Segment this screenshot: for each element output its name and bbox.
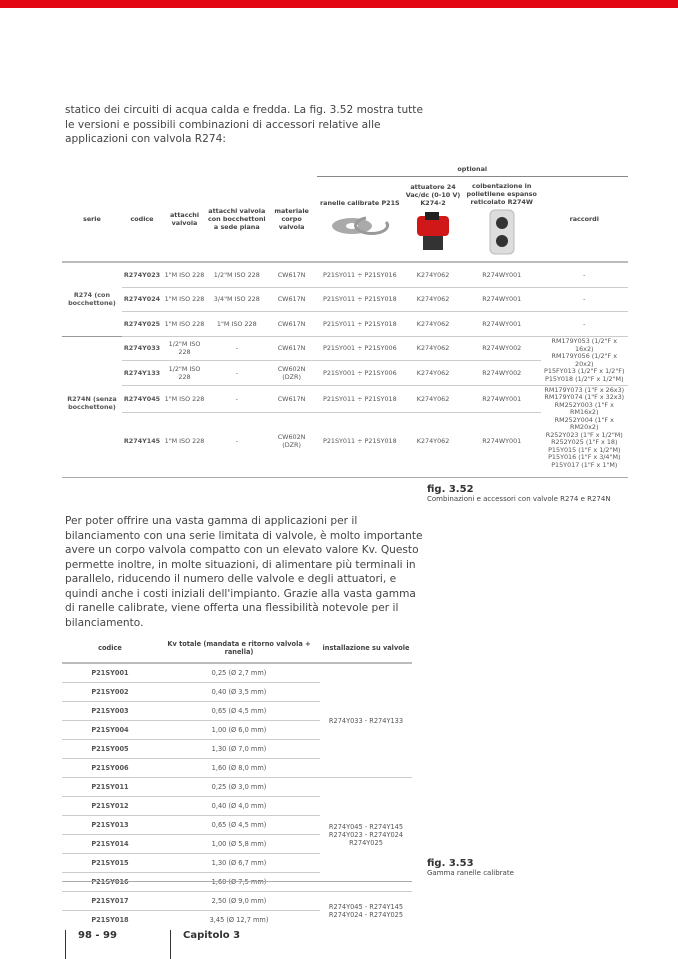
col-materiale: materiale corpo valvola <box>267 176 317 262</box>
col-attacchi: attacchi valvola <box>162 176 207 262</box>
figure-number: fig. 3.53 <box>427 858 474 869</box>
figure-caption-353 <box>427 858 514 877</box>
codice-cell: P21SY012 <box>62 797 158 816</box>
col-raccordi: raccordi <box>541 176 628 262</box>
codice-cell: R274Y145 <box>122 412 162 470</box>
cell: CW617N <box>267 385 317 412</box>
cell: 1"M ISO 228 <box>162 287 207 311</box>
cell: - <box>541 262 628 287</box>
raccordo: RM252Y004 (1"F x RM20x2) <box>554 415 614 431</box>
kv-cell: 1,60 (Ø 7,5 mm) <box>158 873 320 892</box>
cell: 1"M ISO 228 <box>162 262 207 287</box>
kv-cell: 1,30 (Ø 7,0 mm) <box>158 740 320 759</box>
figure-number: fig. 3.52 <box>427 484 474 495</box>
col-ranelle-label: ranelle calibrate P21S <box>320 199 400 208</box>
codice-cell: R274Y033 <box>122 336 162 360</box>
col-coibentazione-label: coibentazione in polietilene espanso reticolato R274W <box>466 182 537 207</box>
raccordo: RM252Y003 (1"F x RM16x2) <box>554 400 614 416</box>
cell: P21SY011 ÷ P21SY016 <box>317 262 404 287</box>
insulation-image <box>489 209 515 255</box>
cell: K274Y062 <box>403 287 463 311</box>
kv-cell: 0,25 (Ø 3,0 mm) <box>158 778 320 797</box>
raccordo: RM179Y074 (1"F x 32x3) <box>544 393 625 401</box>
cell: - <box>207 360 267 385</box>
kv-cell: 0,40 (Ø 3,5 mm) <box>158 683 320 702</box>
cell: 1"M ISO 228 <box>162 311 207 336</box>
codice-cell: R274Y023 <box>122 262 162 287</box>
codice-cell: R274Y045 <box>122 385 162 412</box>
cell: P21SY001 ÷ P21SY006 <box>317 360 404 385</box>
cell: 1"M ISO 228 <box>162 412 207 470</box>
cell: P21SY011 ÷ P21SY018 <box>317 385 404 412</box>
cell: R274WY002 <box>463 336 541 360</box>
codice-cell: P21SY004 <box>62 721 158 740</box>
cell: CW602N (DZR) <box>267 360 317 385</box>
codice-cell: P21SY006 <box>62 759 158 778</box>
col-attuatore-label: attuatore 24 Vac/dc (0-10 V) K274-2 <box>405 183 461 208</box>
raccordi-list <box>541 385 628 470</box>
footer-divider <box>65 930 66 959</box>
kv-cell: 1,00 (Ø 6,0 mm) <box>158 721 320 740</box>
raccordi-list <box>541 336 628 385</box>
codice-cell: P21SY001 <box>62 663 158 683</box>
table-row <box>62 663 412 683</box>
cell: R274WY001 <box>463 287 541 311</box>
washers-table <box>62 634 412 929</box>
table-row <box>62 778 412 797</box>
col-ranelle <box>317 176 404 262</box>
codice-cell: P21SY017 <box>62 892 158 911</box>
table-row <box>62 385 628 412</box>
cell: P21SY011 ÷ P21SY018 <box>317 311 404 336</box>
table-row <box>62 892 412 911</box>
col-attacchi-bocchettoni: attacchi valvola con bocchettoni a sede piana <box>207 176 267 262</box>
table-row <box>62 336 628 360</box>
table-row <box>62 262 628 287</box>
serie-cell: R274 (con bocchettone) <box>62 262 122 336</box>
footer-divider <box>170 930 171 959</box>
cell: - <box>541 311 628 336</box>
codice-cell: P21SY003 <box>62 702 158 721</box>
raccordo: P15FY013 (1/2"F x 1/2"F) <box>544 367 625 375</box>
raccordo: P15Y017 (1"F x 1"M) <box>551 460 618 469</box>
cell: - <box>207 336 267 360</box>
codice-cell: P21SY015 <box>62 854 158 873</box>
col-coibentazione <box>463 176 541 262</box>
cell: K274Y062 <box>403 262 463 287</box>
cell: 1/2"M ISO 228 <box>162 336 207 360</box>
cell: R274WY001 <box>463 262 541 287</box>
cell: CW617N <box>267 262 317 287</box>
figure-caption-352 <box>427 484 611 503</box>
codice-cell: P21SY013 <box>62 816 158 835</box>
cell: R274WY001 <box>463 311 541 336</box>
cell: - <box>207 385 267 412</box>
raccordo: RM179Y056 (1/2"F x 20x2) <box>551 352 618 368</box>
optional-label: optional <box>317 162 629 176</box>
cell: CW617N <box>267 336 317 360</box>
raccordo: R252Y025 (1"F x 18) <box>551 438 618 446</box>
codice-cell: P21SY016 <box>62 873 158 892</box>
raccordo: P15Y018 (1/2"F x 1/2"M) <box>544 374 624 383</box>
accessories-table <box>62 162 628 470</box>
cell: 1/2"M ISO 228 <box>207 262 267 287</box>
col-codice: codice <box>62 634 158 663</box>
cell: - <box>541 287 628 311</box>
kv-cell: 0,40 (Ø 4,0 mm) <box>158 797 320 816</box>
cell: K274Y062 <box>403 385 463 412</box>
codice-cell: P21SY018 <box>62 911 158 930</box>
cell: P21SY011 ÷ P21SY018 <box>317 412 404 470</box>
cell: - <box>207 412 267 470</box>
page-numbers: 98 - 99 <box>78 930 117 941</box>
installazione-cell: R274Y033 - R274Y133 <box>320 663 412 778</box>
kv-cell: 1,00 (Ø 5,8 mm) <box>158 835 320 854</box>
kv-cell: 1,30 (Ø 6,7 mm) <box>158 854 320 873</box>
raccordo: R252Y023 (1"F x 1/2"M) <box>545 430 623 439</box>
cell: P21SY011 ÷ P21SY018 <box>317 287 404 311</box>
col-kv: Kv totale (mandata e ritorno valvola + ranella) <box>158 634 320 663</box>
cell: K274Y062 <box>403 360 463 385</box>
kv-cell: 3,45 (Ø 12,7 mm) <box>158 911 320 930</box>
table-bottom-rule <box>62 881 412 882</box>
kv-cell: 2,50 (Ø 9,0 mm) <box>158 892 320 911</box>
raccordo: P15Y015 (1"F x 1/2"M) <box>548 445 621 454</box>
body-paragraph: Per poter offrire una vasta gamma di applicazioni per il bilanciamento con una serie limitata di valvole, è molto importante avere un corpo valvola compatto con un elevato valore Kv. Questo permette inoltre, in molte situazioni, di alimentare più terminali in parallelo, riducendo il numero delle valvole e degli attuatori, e quindi anche i costi iniziali dell'impianto. Grazie alla vasta gamma di ranelle calibrate, viene offerta una flessibilità notevole per il bilanciamento. <box>65 515 423 629</box>
raccordo: RM179Y053 (1/2"F x 16x2) <box>551 337 618 353</box>
top-brand-bar <box>0 0 678 8</box>
cell: CW602N (DZR) <box>267 412 317 470</box>
cell: CW617N <box>267 287 317 311</box>
actuator-image <box>413 210 453 254</box>
cell: 3/4"M ISO 228 <box>207 287 267 311</box>
kv-cell: 0,25 (Ø 2,7 mm) <box>158 663 320 683</box>
kv-cell: 0,65 (Ø 4,5 mm) <box>158 816 320 835</box>
chapter-label: Capitolo 3 <box>183 930 241 941</box>
kv-cell: 0,65 (Ø 4,5 mm) <box>158 702 320 721</box>
figure-caption: Gamma ranelle calibrate <box>427 869 514 877</box>
installazione-cell: R274Y045 - R274Y145 R274Y023 - R274Y024 R274Y025 <box>320 778 412 892</box>
kv-cell: 1,60 (Ø 8,0 mm) <box>158 759 320 778</box>
codice-cell: R274Y024 <box>122 287 162 311</box>
col-attuatore <box>403 176 463 262</box>
cell: K274Y062 <box>403 412 463 470</box>
codice-cell: P21SY002 <box>62 683 158 702</box>
codice-cell: R274Y133 <box>122 360 162 385</box>
col-codice: codice <box>122 176 162 262</box>
codice-cell: P21SY005 <box>62 740 158 759</box>
figure-caption: Combinazioni e accessori con valvole R274 e R274N <box>427 495 611 503</box>
col-serie: serie <box>62 176 122 262</box>
installazione-cell: R274Y045 - R274Y145 R274Y024 - R274Y025 <box>320 892 412 930</box>
cell: 1/2"M ISO 228 <box>162 360 207 385</box>
table-row <box>62 287 628 311</box>
raccordo: P15Y016 (1"F x 3/4"M) <box>548 453 621 461</box>
cell: K274Y062 <box>403 336 463 360</box>
cell: R274WY001 <box>463 385 541 412</box>
codice-cell: P21SY011 <box>62 778 158 797</box>
serie-cell: R274N (senza bocchettone) <box>62 336 122 470</box>
cell: CW617N <box>267 311 317 336</box>
codice-cell: R274Y025 <box>122 311 162 336</box>
cell: P21SY001 ÷ P21SY006 <box>317 336 404 360</box>
cell: 1"M ISO 228 <box>162 385 207 412</box>
cell: R274WY002 <box>463 360 541 385</box>
cell: K274Y062 <box>403 311 463 336</box>
washer-image <box>330 210 390 238</box>
col-installazione: installazione su valvole <box>320 634 412 663</box>
raccordo: RM179Y073 (1"F x 26x3) <box>544 385 625 394</box>
codice-cell: P21SY014 <box>62 835 158 854</box>
intro-text: statico dei circuiti di acqua calda e fredda. La fig. 3.52 mostra tutte le versioni e possibili combinazioni di accessori relative alle applicazioni con valvola R274: <box>65 104 423 145</box>
table-row <box>62 311 628 336</box>
cell: 1"M ISO 228 <box>207 311 267 336</box>
cell: R274WY001 <box>463 412 541 470</box>
table-bottom-rule <box>62 477 628 478</box>
